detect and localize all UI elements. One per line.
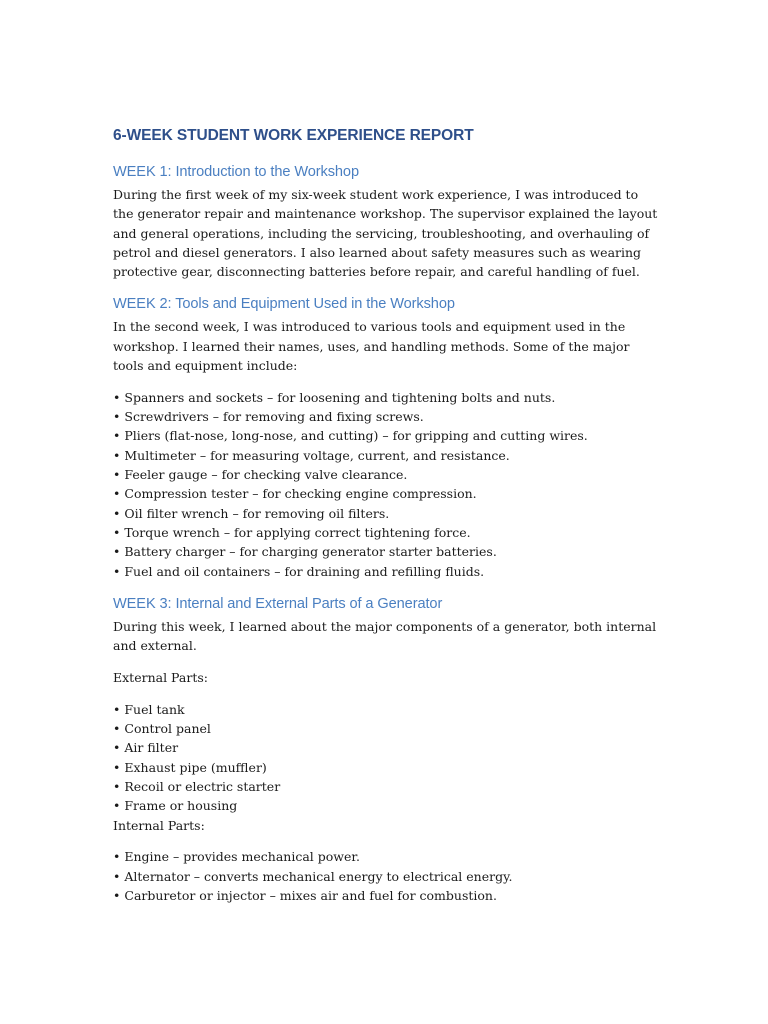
list-item — [113, 886, 658, 905]
list-item — [113, 446, 658, 465]
bullet-icon: • — [113, 389, 121, 405]
list-item — [113, 796, 658, 815]
list-item-text: Battery charger – for charging generator starter batteries. — [124, 544, 497, 560]
week3-section — [113, 593, 658, 905]
list-item — [113, 523, 658, 542]
bullet-icon: • — [113, 563, 121, 579]
list-item-text: Engine – provides mechanical power. — [124, 849, 360, 865]
bullet-icon: • — [113, 544, 121, 560]
bullet-icon: • — [113, 887, 121, 903]
list-item-text: Control panel — [124, 721, 211, 737]
list-item — [113, 465, 658, 484]
bullet-icon: • — [113, 778, 121, 794]
list-item-text: Torque wrench – for applying correct tightening force. — [124, 524, 471, 540]
report-title: 6-WEEK STUDENT WORK EXPERIENCE REPORT — [113, 127, 474, 144]
list-item-text: Alternator – converts mechanical energy to electrical energy. — [124, 868, 513, 884]
week1-paragraph: During the first week of my six-week student work experience, I was introduced to the generator repair and maintenance workshop. The supervisor explained the layout and general operations, including the servicing, troubleshooting, and overhauling of petrol and diesel generators. I also learned about safety measures such as wearing protective gear, disconnecting batteries before repair, and careful handling of fuel. — [113, 187, 658, 280]
bullet-icon: • — [113, 740, 121, 756]
list-item-text: Air filter — [124, 740, 179, 756]
list-item — [113, 738, 658, 757]
list-item-text: Frame or housing — [124, 798, 238, 814]
list-item — [113, 504, 658, 523]
list-item-text: Fuel and oil containers – for draining and refilling fluids. — [124, 563, 485, 579]
list-item-text: Multimeter – for measuring voltage, current, and resistance. — [124, 447, 510, 463]
list-item — [113, 758, 658, 777]
list-item-text: Carburetor or injector – mixes air and fuel for combustion. — [124, 887, 497, 903]
list-item — [113, 719, 658, 738]
bullet-icon: • — [113, 505, 121, 521]
bullet-icon: • — [113, 849, 121, 865]
list-item-text: Fuel tank — [124, 701, 185, 717]
list-item-text: Screwdrivers – for removing and fixing screws. — [124, 409, 424, 425]
list-item — [113, 388, 658, 407]
week1-heading: WEEK 1: Introduction to the Workshop — [113, 164, 359, 180]
week2-heading: WEEK 2: Tools and Equipment Used in the Workshop — [113, 296, 455, 313]
bullet-icon: • — [113, 447, 121, 463]
bullet-icon: • — [113, 701, 121, 717]
week2-paragraph: In the second week, I was introduced to various tools and equipment used in the workshop. I learned their names, uses, and handling methods. Some of the major tools and equipment include: — [113, 319, 630, 374]
list-item-text: Spanners and sockets – for loosening and tightening bolts and nuts. — [124, 389, 556, 405]
external-parts-label: External Parts: — [113, 669, 208, 685]
bullet-icon: • — [113, 798, 121, 814]
list-item — [113, 867, 658, 886]
document-page — [113, 124, 658, 905]
list-item — [113, 562, 658, 581]
bullet-icon: • — [113, 524, 121, 540]
bullet-icon: • — [113, 721, 121, 737]
tools-list — [113, 388, 658, 581]
list-item — [113, 407, 658, 426]
bullet-icon: • — [113, 428, 121, 444]
week2-section — [113, 293, 658, 580]
list-item — [113, 777, 658, 796]
bullet-icon: • — [113, 409, 121, 425]
bullet-icon: • — [113, 486, 121, 502]
list-item-text: Feeler gauge – for checking valve clearance. — [124, 467, 408, 483]
external-parts-list — [113, 700, 658, 816]
bullet-icon: • — [113, 467, 121, 483]
list-item — [113, 484, 658, 503]
bullet-icon: • — [113, 868, 121, 884]
list-item-text: Compression tester – for checking engine compression. — [124, 486, 477, 502]
list-item-text: Exhaust pipe (muffler) — [124, 759, 267, 775]
bullet-icon: • — [113, 759, 121, 775]
week3-paragraph: During this week, I learned about the major components of a generator, both internal and external. — [113, 618, 657, 654]
list-item — [113, 847, 658, 866]
internal-parts-label: Internal Parts: — [113, 817, 205, 833]
week1-section — [113, 161, 658, 281]
list-item — [113, 426, 658, 445]
list-item — [113, 700, 658, 719]
internal-parts-list — [113, 847, 658, 905]
list-item-text: Recoil or electric starter — [124, 778, 281, 794]
week3-heading: WEEK 3: Internal and External Parts of a Generator — [113, 595, 443, 612]
list-item-text: Oil filter wrench – for removing oil filters. — [124, 505, 390, 521]
list-item — [113, 542, 658, 561]
list-item-text: Pliers (flat-nose, long-nose, and cutting) – for gripping and cutting wires. — [124, 428, 588, 444]
